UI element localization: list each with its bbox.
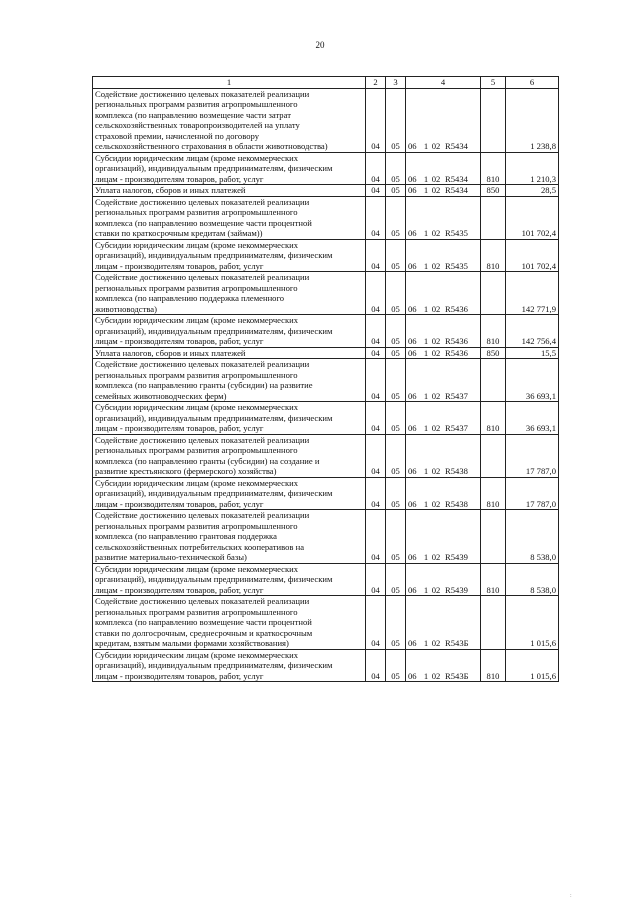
header-cell: 1 [93,77,366,89]
expense-type-code: 810 [481,402,506,435]
section-code: 04 [366,596,386,650]
table-row [93,402,559,435]
code-part: 1 [423,260,429,271]
description-line: ставки по долгосрочным, среднесрочным и краткосрочным [95,627,313,638]
description-line: комплекса (по направлению грантовая поддержка [95,531,277,541]
code-part: 1 [423,185,429,195]
description-line: региональных программ развития агропромышленного [95,606,298,617]
amount: 101 702,4 [506,239,559,272]
description-line: Содействие достижению целевых показателей реализации [95,434,310,445]
table-row [93,649,559,682]
code-part: 02 [431,141,441,151]
target-article-code [406,239,481,272]
code-part: R5438 [445,498,468,509]
code-part: R5436 [445,347,468,358]
code-part: R5436 [445,303,468,314]
description-line: комплекса (по направлению возмещение части затрат [95,109,291,120]
code-part: 1 [423,552,429,562]
table-row [93,185,559,197]
code-part: 06 [408,303,417,314]
row-description [93,88,366,152]
target-article-code [406,152,481,185]
row-description [93,359,366,402]
section-code: 04 [366,185,386,197]
description-line: комплекса (по направлению возмещение части процентной [95,217,312,228]
code-part: 1 [423,141,429,151]
table-row [93,347,559,359]
code-part: R543Б [445,670,469,681]
target-article-code [406,402,481,435]
code-part: 06 [408,173,417,184]
code-part: 1 [423,336,429,346]
description-line: Субсидии юридическим лицам (кроме некоммерческих [95,315,299,325]
table-row [93,510,559,564]
target-article-code [406,359,481,402]
expense-type-code: 810 [481,649,506,682]
section-code: 04 [366,359,386,402]
code-part: R5437 [445,423,468,433]
section-code: 04 [366,196,386,239]
table-header-row [93,77,559,89]
subsection-code: 05 [386,239,406,272]
code-part: 02 [431,466,441,476]
description-line: лицам - производителям товаров, работ, услуг [95,670,264,681]
description-line: организаций), индивидуальным предпринимателям, физическим [95,325,333,336]
code-part: 02 [431,185,441,195]
code-part: 02 [431,552,441,562]
table-row [93,239,559,272]
expense-type-code: 850 [481,185,506,197]
code-part: 02 [431,173,441,184]
row-description [93,239,366,272]
subsection-code: 05 [386,596,406,650]
description-line: Содействие достижению целевых показателей реализации [95,510,310,520]
target-article-code [406,88,481,152]
subsection-code: 05 [386,649,406,682]
description-line: ставки по краткосрочным кредитам (займам)) [95,228,263,238]
description-line: организаций), индивидуальным предпринимателям, физическим [95,163,333,173]
code-part: 02 [431,423,441,433]
description-line: лицам - производителям товаров, работ, услуг [95,336,264,346]
amount: 142 756,4 [506,315,559,348]
section-code: 04 [366,315,386,348]
section-code: 04 [366,239,386,272]
subsection-code: 05 [386,185,406,197]
expense-type-code: 850 [481,347,506,359]
description-line: Субсидии юридическим лицам (кроме некоммерческих [95,563,299,574]
code-part: 02 [431,638,441,648]
code-part: R5438 [445,466,468,476]
code-part: 06 [408,260,417,271]
code-part: 1 [423,423,429,433]
description-line: Субсидии юридическим лицам (кроме некоммерческих [95,239,299,250]
description-line: животноводства) [95,303,157,314]
code-part: 06 [408,185,417,195]
section-code: 04 [366,402,386,435]
description-line: Содействие достижению целевых показателей реализации [95,596,310,606]
row-description [93,563,366,596]
table-row [93,272,559,315]
description-line: Субсидии юридическим лицам (кроме некоммерческих [95,402,299,412]
expense-type-code [481,196,506,239]
target-article-code [406,510,481,564]
code-part: 02 [431,498,441,509]
description-line: семейных животноводческих ферм) [95,390,227,401]
description-line: организаций), индивидуальным предпринимателям, физическим [95,488,333,498]
code-part: R5435 [445,228,468,238]
code-part: 06 [408,466,417,476]
description-line: региональных программ развития агропромышленного [95,520,298,531]
code-part: R5435 [445,260,468,271]
description-line: Уплата налогов, сборов и иных платежей [95,185,246,195]
amount: 1 238,8 [506,88,559,152]
expense-type-code: 810 [481,152,506,185]
target-article-code [406,477,481,510]
description-line: организаций), индивидуальным предпринимателям, физическим [95,412,333,423]
row-description [93,477,366,510]
row-description [93,347,366,359]
target-article-code [406,563,481,596]
table-row [93,434,559,477]
code-part: 02 [431,336,441,346]
amount: 1 015,6 [506,596,559,650]
subsection-code: 05 [386,477,406,510]
code-part: R5439 [445,584,468,595]
target-article-code [406,347,481,359]
target-article-code [406,315,481,348]
description-line: лицам - производителям товаров, работ, услуг [95,260,264,271]
code-part: 06 [408,584,417,595]
code-part: 1 [423,638,429,648]
subsection-code: 05 [386,196,406,239]
description-line: комплекса (по направлению гранты (субсидии) на развитие [95,380,313,390]
code-part: 1 [423,466,429,476]
description-line: Субсидии юридическим лицам (кроме некоммерческих [95,152,299,163]
section-code: 04 [366,347,386,359]
code-part: 02 [431,228,441,238]
amount: 17 787,0 [506,477,559,510]
description-line: сельскохозяйственных потребительских кооперативов на [95,541,305,552]
code-part: R5434 [445,185,468,195]
amount: 36 693,1 [506,402,559,435]
scan-mark: : [570,893,572,899]
description-line: кредитам, взятым малыми формами хозяйствования) [95,638,289,648]
amount: 1 210,3 [506,152,559,185]
subsection-code: 05 [386,272,406,315]
section-code: 04 [366,272,386,315]
target-article-code [406,596,481,650]
target-article-code [406,272,481,315]
row-description [93,510,366,564]
description-line: организаций), индивидуальным предпринимателям, физическим [95,250,333,260]
amount: 15,5 [506,347,559,359]
table-row [93,596,559,650]
subsection-code: 05 [386,88,406,152]
expense-type-code [481,434,506,477]
table-row [93,359,559,402]
target-article-code [406,185,481,197]
code-part: 06 [408,390,417,401]
description-line: развитие материально-технической базы) [95,552,247,562]
header-cell: 6 [506,77,559,89]
description-line: лицам - производителям товаров, работ, услуг [95,423,264,433]
code-part: 1 [423,173,429,184]
table-row [93,477,559,510]
description-line: страховой премии, начисленной по договору [95,130,259,141]
description-line: организаций), индивидуальным предпринимателям, физическим [95,574,333,584]
row-description [93,315,366,348]
code-part: 02 [431,347,441,358]
section-code: 04 [366,88,386,152]
header-cell: 2 [366,77,386,89]
code-part: 02 [431,260,441,271]
amount: 17 787,0 [506,434,559,477]
table-body [93,88,559,682]
amount: 36 693,1 [506,359,559,402]
code-part: 1 [423,584,429,595]
subsection-code: 05 [386,402,406,435]
subsection-code: 05 [386,152,406,185]
row-description [93,434,366,477]
code-part: R5436 [445,336,468,346]
row-description [93,196,366,239]
description-line: Содействие достижению целевых показателей реализации [95,359,310,369]
description-line: региональных программ развития агропромышленного [95,369,298,380]
page-number: 20 [315,40,325,50]
description-line: региональных программ развития агропромышленного [95,282,298,293]
section-code: 04 [366,477,386,510]
subsection-code: 05 [386,315,406,348]
row-description [93,272,366,315]
table-row [93,563,559,596]
table-row [93,88,559,152]
section-code: 04 [366,434,386,477]
description-line: региональных программ развития агропромышленного [95,207,298,217]
section-code: 04 [366,563,386,596]
description-line: сельскохозяйственных товаропроизводителей на уплату [95,120,300,130]
amount: 1 015,6 [506,649,559,682]
code-part: 1 [423,347,429,358]
code-part: R543Б [445,638,469,648]
code-part: R5437 [445,390,468,401]
expense-type-code: 810 [481,477,506,510]
code-part: 06 [408,498,417,509]
code-part: 06 [408,347,417,358]
description-line: Содействие достижению целевых показателей реализации [95,272,310,282]
description-line: комплекса (по направлению поддержка племенного [95,293,285,303]
code-part: 06 [408,552,417,562]
description-line: развитие крестьянского (фермерского) хозяйства) [95,466,277,476]
target-article-code [406,434,481,477]
code-part: R5434 [445,141,468,151]
code-part: 06 [408,336,417,346]
code-part: 06 [408,423,417,433]
expense-type-code [481,596,506,650]
budget-table [92,76,559,682]
description-line: Содействие достижению целевых показателей реализации [95,88,310,99]
target-article-code [406,196,481,239]
amount: 8 538,0 [506,510,559,564]
code-part: 06 [408,638,417,648]
code-part: R5439 [445,552,468,562]
code-part: 02 [431,584,441,595]
description-line: организаций), индивидуальным предпринимателям, физическим [95,660,333,670]
code-part: 1 [423,670,429,681]
row-description [93,185,366,197]
amount: 28,5 [506,185,559,197]
table-row [93,152,559,185]
row-description [93,152,366,185]
amount: 8 538,0 [506,563,559,596]
amount: 142 771,9 [506,272,559,315]
description-line: Уплата налогов, сборов и иных платежей [95,347,246,358]
code-part: R5434 [445,173,468,184]
code-part: 1 [423,498,429,509]
row-description [93,649,366,682]
section-code: 04 [366,649,386,682]
description-line: региональных программ развития агропромышленного [95,445,298,455]
header-cell: 4 [406,77,481,89]
subsection-code: 05 [386,347,406,359]
subsection-code: 05 [386,359,406,402]
code-part: 1 [423,303,429,314]
description-line: сельскохозяйственного страхования в области животноводства) [95,141,328,151]
description-line: комплекса (по направлению возмещение части процентной [95,617,312,627]
expense-type-code: 810 [481,563,506,596]
section-code: 04 [366,510,386,564]
row-description [93,596,366,650]
expense-type-code: 810 [481,315,506,348]
expense-type-code [481,359,506,402]
description-line: региональных программ развития агропромышленного [95,99,298,109]
target-article-code [406,649,481,682]
code-part: 1 [423,228,429,238]
amount: 101 702,4 [506,196,559,239]
expense-type-code [481,272,506,315]
description-line: комплекса (по направлению гранты (субсидии) на создание и [95,455,320,466]
subsection-code: 05 [386,434,406,477]
expense-type-code: 810 [481,239,506,272]
description-line: Субсидии юридическим лицам (кроме некоммерческих [95,477,299,488]
description-line: Субсидии юридическим лицам (кроме некоммерческих [95,649,299,660]
code-part: 02 [431,670,441,681]
header-cell: 5 [481,77,506,89]
description-line: лицам - производителям товаров, работ, услуг [95,498,264,509]
header-cell: 3 [386,77,406,89]
expense-type-code [481,88,506,152]
table-row [93,196,559,239]
description-line: лицам - производителям товаров, работ, услуг [95,173,264,184]
subsection-code: 05 [386,563,406,596]
section-code: 04 [366,152,386,185]
description-line: лицам - производителям товаров, работ, услуг [95,584,264,595]
code-part: 06 [408,670,417,681]
row-description [93,402,366,435]
code-part: 1 [423,390,429,401]
subsection-code: 05 [386,510,406,564]
expense-type-code [481,510,506,564]
table-row [93,315,559,348]
code-part: 02 [431,303,441,314]
description-line: Содействие достижению целевых показателей реализации [95,196,310,207]
code-part: 02 [431,390,441,401]
code-part: 06 [408,228,417,238]
code-part: 06 [408,141,417,151]
